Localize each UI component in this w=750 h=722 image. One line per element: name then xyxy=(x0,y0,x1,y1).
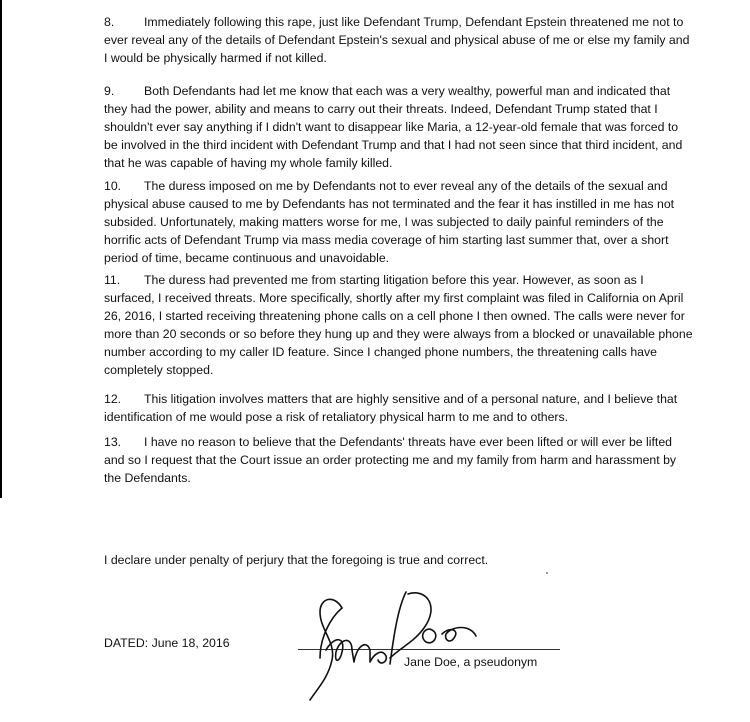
paragraph-text: The duress had prevented me from starting litigation before this year. However, as soon as I surfaced, I received threats. More specifically, shortly after my first complaint was filed in California on April 26, 2016, I started receiving threatening phone calls on a cell phone I then owned. The calls were never for more than 20 seconds or so before they hung up and they were always from a blocked or unavailable phone number according to my caller ID feature. Since I changed phone numbers, the threatening calls have completely stopped. xyxy=(104,273,693,377)
paragraph-number: 8. xyxy=(104,15,115,29)
paragraph-text: This litigation involves matters that are highly sensitive and of a personal nature, and I believe that identification of me would pose a risk of retaliatory physical harm to me and to others. xyxy=(104,392,678,424)
paragraph-8 xyxy=(104,13,694,67)
speck-mark xyxy=(546,572,548,574)
paragraph-text: Both Defendants had let me know that each was a very wealthy, powerful man and indicated that they had the power, ability and means to carry out their threats. Indeed, Defendant Trump stated that I shouldn't ever say anything if I didn't want to disappear like Maria, a 12-year-old female that was forced to be involved in the third incident with Defendant Trump and that I had not seen since that third incident, and that he was capable of having my whole family killed. xyxy=(104,84,683,170)
handwritten-signature xyxy=(290,578,480,718)
paragraph-text: The duress imposed on me by Defendants not to ever reveal any of the details of the sexual and physical abuse caused to me by Defendants has not terminated and the fear it has instilled in me has not subsided. Unfortunately, making matters worse for me, I was subjected to daily painful reminders of the horrific acts of Defendant Trump via mass media coverage of him starting last summer that, over a short period of time, became continuous and unavoidable. xyxy=(104,179,675,265)
paragraph-12 xyxy=(104,390,694,426)
paragraph-text: Immediately following this rape, just like Defendant Trump, Defendant Epstein threatened me not to ever reveal any of the details of Defendant Epstein's sexual and physical abuse of me or else my family and I would be physically harmed if not killed. xyxy=(104,15,690,65)
paragraph-10 xyxy=(104,177,694,267)
left-margin-rule xyxy=(0,0,2,498)
paragraph-number: 11. xyxy=(104,273,121,287)
paragraph-number: 13. xyxy=(104,435,122,449)
paragraph-number: 10. xyxy=(104,179,122,193)
paragraph-9 xyxy=(104,82,694,172)
declaration-statement: I declare under penalty of perjury that the foregoing is true and correct. xyxy=(104,553,489,567)
dated-line: DATED: June 18, 2016 xyxy=(104,636,230,650)
paragraph-11 xyxy=(104,271,694,379)
paragraph-13 xyxy=(104,433,694,487)
paragraph-text: I have no reason to believe that the Defendants' threats have ever been lifted or will ever be lifted and so I request that the Court issue an order protecting me and my family from harm and harassment by the Defendants. xyxy=(104,435,677,485)
paragraph-number: 9. xyxy=(104,84,115,98)
signer-name: Jane Doe, a pseudonym xyxy=(404,655,538,669)
paragraph-number: 12. xyxy=(104,392,122,406)
